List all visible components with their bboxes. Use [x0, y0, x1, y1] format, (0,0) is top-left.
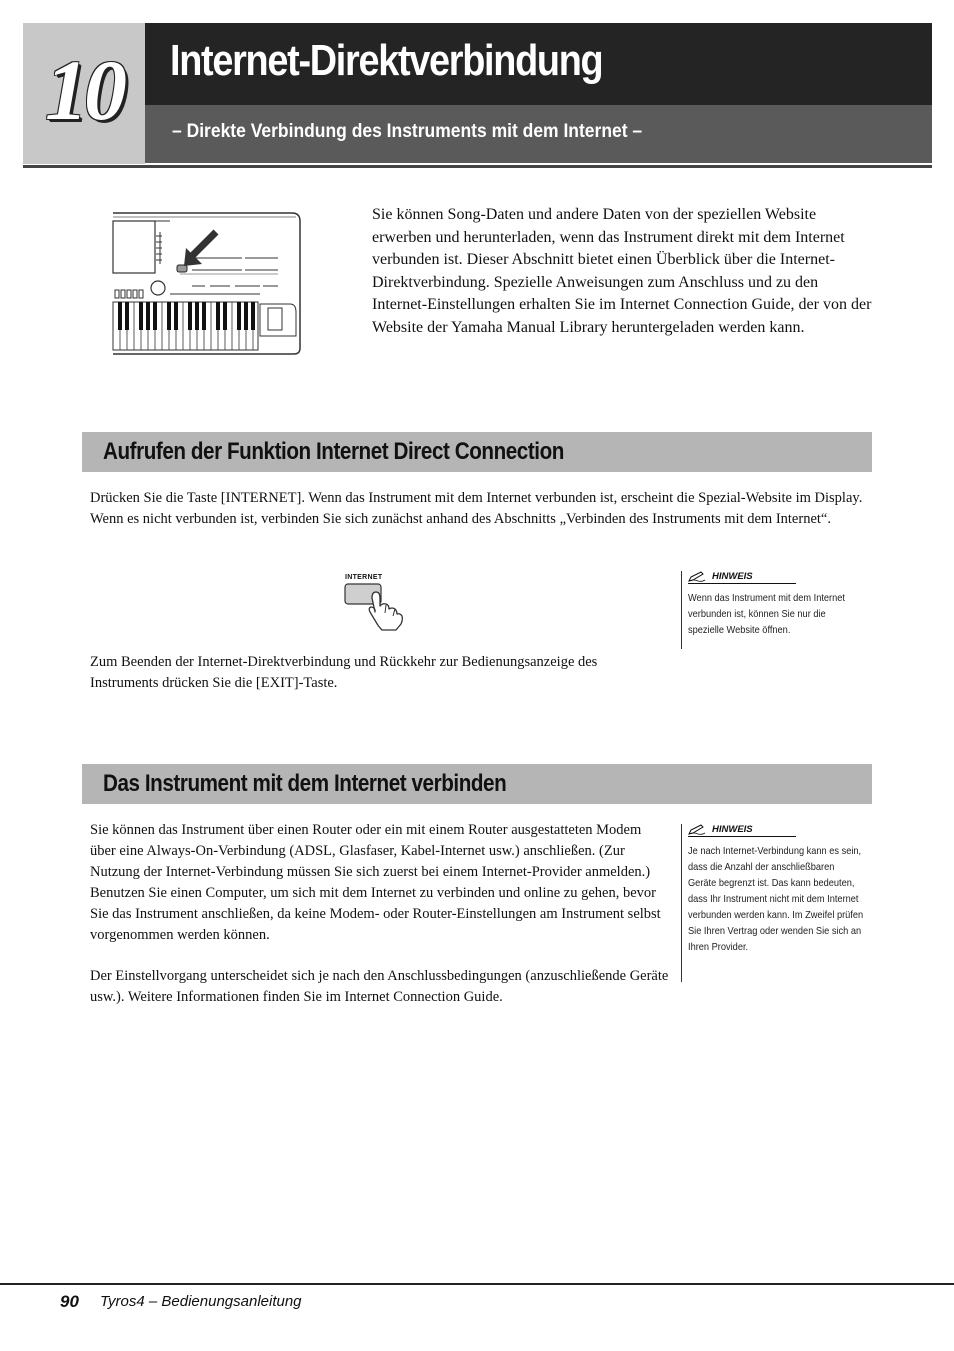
note-text: Wenn das Instrument mit dem Internet verbunden ist, können Sie nur die spezielle Website öffnen. [688, 592, 845, 636]
chapter-number: 10 [45, 42, 123, 138]
note-header [688, 824, 796, 837]
internet-button-label: INTERNET [345, 574, 383, 581]
hand-press-icon [340, 582, 410, 634]
note-label: HINWEIS [712, 571, 753, 582]
manual-title: Tyros4 – Bedienungsanleitung [100, 1293, 302, 1310]
section2-paragraph-1: Sie können das Instrument über einen Router oder ein mit einem Router ausgestatteten Modem über eine Always-On-Verbindung (ADSL, Glasfaser, Kabel-Internet usw.) anschließen. (Zur Nutzung der Internet-Verbindung müssen Sie sich zuerst bei einem Internet-Provider anmelden.) Benutzen Sie einen Computer, um sich mit dem Internet zu verbinden und online zu gehen, bevor Sie das Instrument anschließen, da keine Modem- oder Router-Einstellungen am Instrument selbst vorgenommen werden können. [90, 822, 661, 943]
note-box-1 [681, 571, 878, 649]
section-title-1: Aufrufen der Funktion Internet Direct Connection [103, 438, 564, 465]
note-header [688, 571, 796, 584]
section1-paragraph-1: Drücken Sie die Taste [INTERNET]. Wenn das Instrument mit dem Internet verbunden ist, erscheint die Spezial-Website im Display. Wenn es nicht verbunden ist, verbinden Sie sich zunächst anhand des Abschnitts „Verbinden des Instruments mit dem Internet“. [90, 490, 863, 527]
chapter-subtitle: – Direkte Verbindung des Instruments mit dem Internet – [172, 121, 643, 142]
pencil-note-icon [688, 571, 706, 582]
header-divider [23, 165, 932, 168]
footer-divider [0, 1283, 954, 1285]
chapter-title: Internet-Direktverbindung [170, 36, 603, 85]
section1-paragraph-2: Zum Beenden der Internet-Direktverbindung und Rückkehr zur Bedienungsanzeige des Instruments drücken Sie die [EXIT]-Taste. [90, 654, 598, 691]
note-text: Je nach Internet-Verbindung kann es sein, dass die Anzahl der anschließbaren Geräte begrenzt ist. Das kann bedeuten, dass Ihr Instrument nicht mit dem Internet verbunden werden kann. Im Zweifel prüfen Sie Ihren Vertrag oder wenden Sie sich an Ihren Provider. [688, 845, 864, 953]
section-title-2: Das Instrument mit dem Internet verbinden [103, 770, 507, 797]
page-number: 90 [60, 1292, 79, 1311]
note-label: HINWEIS [712, 824, 753, 835]
pointer-arrow-icon [182, 228, 222, 268]
intro-paragraph: Sie können Song-Daten und andere Daten von der speziellen Website erwerben und herunterladen, wenn das Instrument direkt mit dem Internet verbunden ist. Dieser Abschnitt bietet einen Überblick über die Internet-Direktverbindung. Spezielle Anweisungen zum Anschluss und zu den Internet-Einstellungen erhalten Sie im Internet Connection Guide, der von der Website der Yamaha Manual Library heruntergeladen werden kann. [372, 206, 872, 336]
pencil-note-icon [688, 824, 706, 835]
section2-paragraph-2: Der Einstellvorgang unterscheidet sich je nach den Anschlussbedingungen (anzuschließende Geräte usw.). Weitere Informationen finden Sie im Internet Connection Guide. [90, 968, 669, 1005]
note-box-2 [681, 824, 878, 982]
